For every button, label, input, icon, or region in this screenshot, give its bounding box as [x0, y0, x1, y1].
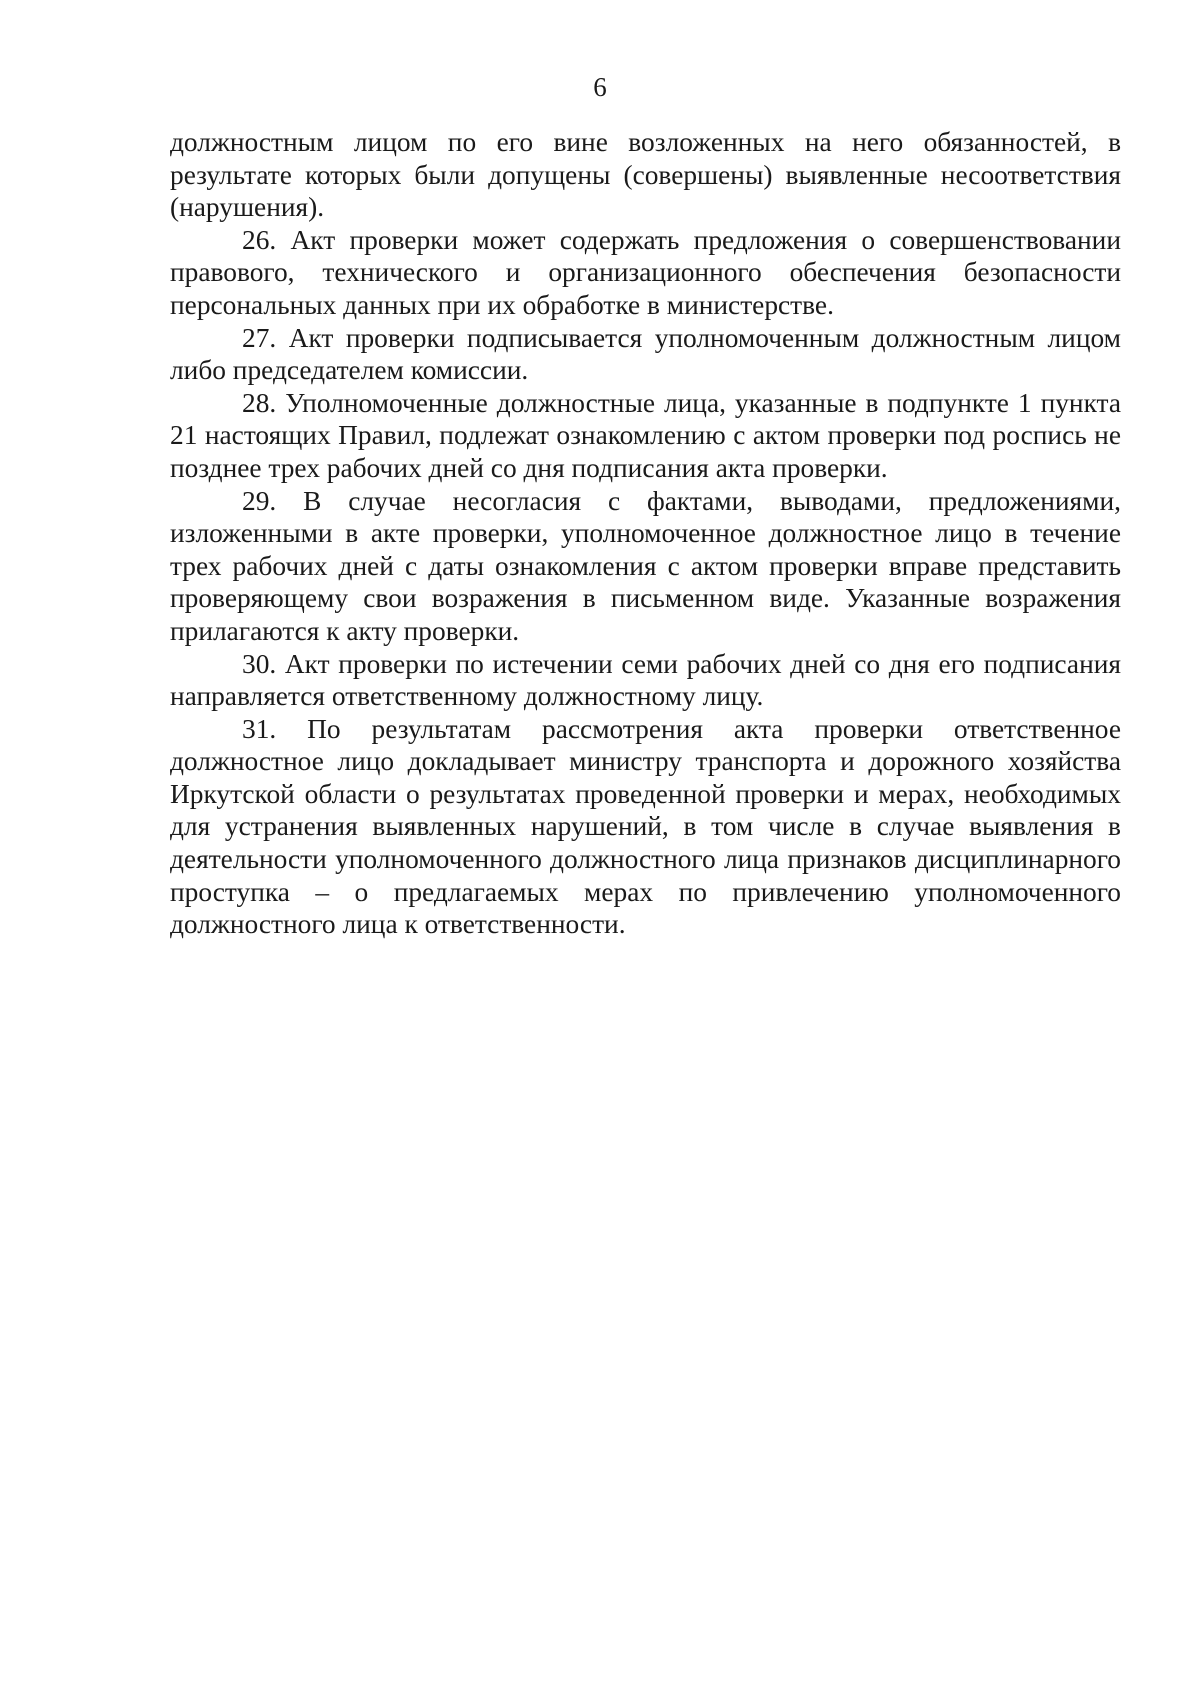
paragraph-28: 28. Уполномоченные должностные лица, указанные в подпункте 1 пункта 21 настоящих Правил, подлежат ознакомлению с актом проверки под роспись не позднее трех рабочих дней со дня подписания акта проверки. [170, 387, 1121, 483]
paragraph-29: 29. В случае несогласия с фактами, выводами, предложениями, изложенными в акте проверки, уполномоченное должностное лицо в течение трех рабочих дней с даты ознакомления с актом проверки вправе представить проверяющему свои возражения в письменном виде. Указанные возражения прилагаются к акту проверки. [170, 485, 1121, 646]
paragraph-continuation: должностным лицом по его вине возложенных на него обязанностей, в результате которых были допущены (совершены) выявленные несоответствия (нарушения). [170, 127, 1121, 223]
paragraph-30: 30. Акт проверки по истечении семи рабочих дней со дня его подписания направляется ответственному должностному лицу. [170, 648, 1121, 712]
document-body [170, 126, 1121, 941]
paragraph-31: 31. По результатам рассмотрения акта проверки ответственное должностное лицо докладывает министру транспорта и дорожного хозяйства Иркутской области о результатах проведенной проверки и мерах, необходимых для устранения выявленных нарушений, в том числе в случае выявления в деятельности уполномоченного должностного лица признаков дисциплинарного проступка – о предлагаемых мерах по привлечению уполномоченного должностного лица к ответственности. [170, 713, 1121, 940]
paragraph-26: 26. Акт проверки может содержать предложения о совершенствовании правового, технического и организационного обеспечения безопасности персональных данных при их обработке в министерстве. [170, 224, 1121, 320]
paragraph-27: 27. Акт проверки подписывается уполномоченным должностным лицом либо председателем комиссии. [170, 322, 1121, 386]
page-number: 6 [593, 72, 607, 102]
